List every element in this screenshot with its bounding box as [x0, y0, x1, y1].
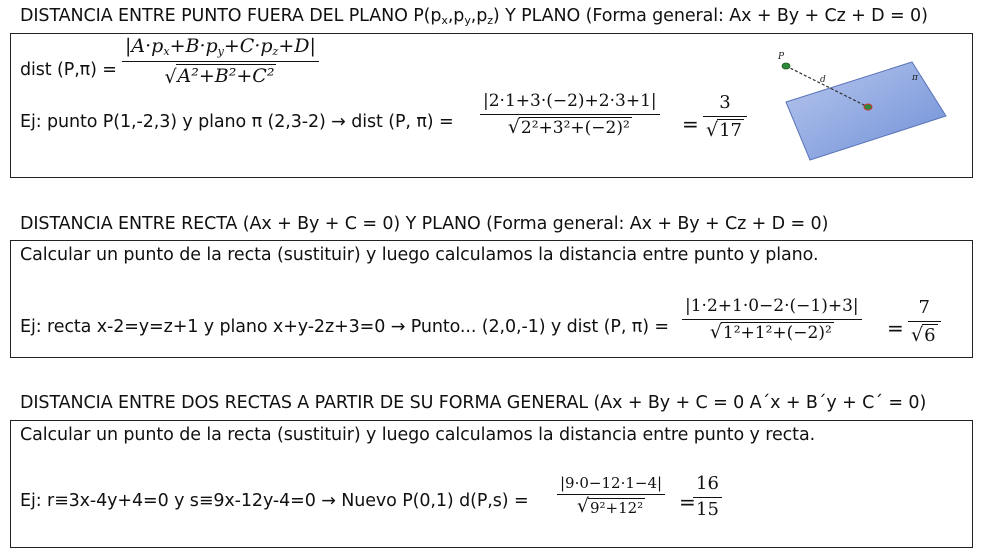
section1-example-denominator: 2²+3²+(−2)² [520, 117, 630, 138]
section3-example-denominator: 9²+12² [589, 498, 644, 517]
foot-point-marker [864, 104, 872, 110]
section3-example-numerator: |9·0−12·1−4| [560, 474, 663, 492]
plane-shape [786, 62, 946, 160]
section2-heading: DISTANCIA ENTRE RECTA (Ax + By + C = 0) Y PLANO (Forma general: Ax + By + Cz + D = 0) [20, 214, 829, 234]
section1-result-fraction: 3 √ 17 [703, 93, 747, 140]
distance-formula-numerator: $|A\cdot p_x+B\cdot p_y+C\cdot p_z+D|$ [125, 35, 316, 58]
section2-result-fraction: 7 √ 6 [908, 298, 941, 345]
section3-instruction: Calcular un punto de la recta (sustituir) y luego calculamos la distancia entre punto y recta. [20, 425, 816, 445]
point-p-label: P [778, 52, 785, 62]
section1-heading: DISTANCIA ENTRE PUNTO FUERA DEL PLANO $P(p_x,p_y,p_z)$ Y PLANO (Forma general: Ax + By + Cz + D = 0) [20, 6, 928, 27]
point-plane-diagram [772, 44, 957, 169]
section1-equals: = [682, 112, 699, 136]
distance-formula-label: dist (P,π) = [20, 60, 117, 80]
section1-result-numerator: 3 [719, 92, 731, 113]
section3-example-fraction: |9·0−12·1−4| √ 9²+12² [557, 475, 665, 516]
distance-formula-fraction: $|A\cdot p_x+B\cdot p_y+C\cdot p_z+D|$ √ A²+B²+C² [122, 36, 319, 87]
section2-example-numerator: |1·2+1·0−2·(−1)+3| [685, 296, 859, 316]
section3-equals: = [679, 490, 696, 514]
section3-heading: DISTANCIA ENTRE DOS RECTAS A PARTIR DE SU FORMA GENERAL (Ax + By + C = 0 A´x + B´y + C´ = 0) [20, 393, 927, 413]
section2-example-denominator: 1²+1²+(−2)² [722, 322, 832, 343]
distance-formula-denominator: A²+B²+C² [177, 64, 275, 87]
section2-instruction: Calcular un punto de la recta (sustituir) y luego calculamos la distancia entre punto y plano. [20, 245, 819, 265]
section2-example-fraction: |1·2+1·0−2·(−1)+3| √ 1²+1²+(−2)² [682, 297, 862, 342]
section1-example-text: Ej: punto P(1,-2,3) y plano π (2,3-2) → dist (P, π) = [20, 112, 454, 132]
section3-result-denominator: 15 [696, 498, 719, 520]
section2-result-denominator: 6 [924, 324, 936, 346]
section1-example-numerator: |2·1+3·(−2)+2·3+1| [483, 91, 657, 111]
point-p-marker [782, 63, 790, 69]
section2-example-text: Ej: recta x-2=y=z+1 y plano x+y-2z+3=0 → Punto... (2,0,-1) y dist (P, π) = [20, 317, 669, 337]
section3-result-numerator: 16 [696, 473, 719, 494]
section3-example-text: Ej: r≡3x-4y+4=0 y s≡9x-12y-4=0 → Nuevo P(0,1) d(P,s) = [20, 491, 529, 511]
section1-example-fraction: |2·1+3·(−2)+2·3+1| √ 2²+3²+(−2)² [480, 92, 660, 137]
section2-result-numerator: 7 [918, 297, 930, 318]
section2-equals: = [887, 316, 904, 340]
plane-label: π [912, 73, 918, 83]
distance-label: d [820, 75, 826, 85]
section3-result-fraction [693, 474, 722, 520]
section1-result-denominator: 17 [719, 119, 743, 141]
